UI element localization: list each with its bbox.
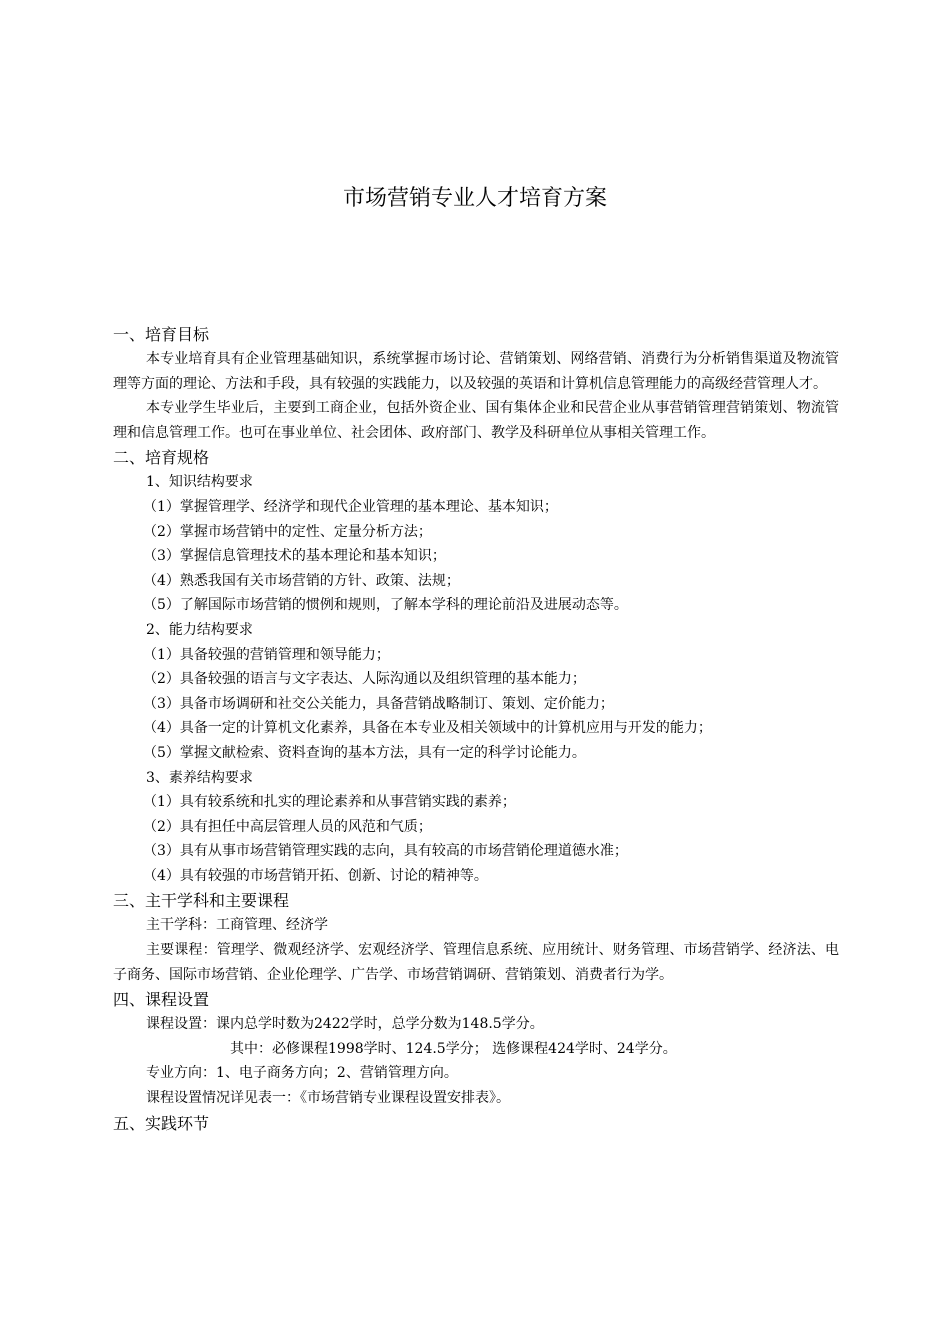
- list-item: （2）具有担任中高层管理人员的风范和气质；: [143, 818, 432, 835]
- course-setting-line: 课程设置情况详见表一：《市场营销专业课程设置安排表》。: [146, 1090, 510, 1107]
- list-item: （3）具备市场调研和社交公关能力，具备营销战略制订、策划、定价能力；: [143, 695, 614, 712]
- subsection-title: 3、素养结构要求: [146, 769, 253, 786]
- list-item: （2）具备较强的语言与文字表达、人际沟通以及组织管理的基本能力；: [143, 671, 586, 688]
- list-item: （3）掌握信息管理技术的基本理论和基本知识；: [143, 548, 446, 565]
- paragraph: 主要课程：管理学、微观经济学、宏观经济学、管理信息系统、应用统计、财务管理、市场营销学、经济法、电子商务、国际市场营销、企业伦理学、广告学、市场营销调研、营销策划、消费者行为学。: [113, 942, 839, 983]
- paragraph: 本专业学生毕业后，主要到工商企业，包括外资企业、国有集体企业和民营企业从事营销管理营销策划、物流管理和信息管理工作。也可在事业单位、社会团体、政府部门、教学及科研单位从事相关管理工作。: [113, 400, 839, 441]
- list-item: （1）具备较强的营销管理和领导能力；: [143, 646, 390, 663]
- course-setting-line: 其中：必修课程1998学时、124.5学分； 选修课程424学时、24学分。: [230, 1040, 677, 1057]
- list-item: （4）熟悉我国有关市场营销的方针、政策、法规；: [143, 572, 460, 589]
- list-item: （5）了解国际市场营销的惯例和规则，了解本学科的理论前沿及进展动态等。: [143, 597, 628, 614]
- course-setting-line: 课程设置：课内总学时数为2422学时，总学分数为148.5学分。: [146, 1016, 544, 1033]
- section-heading-1: 一、培育目标: [113, 325, 210, 344]
- list-item: （4）具有较强的市场营销开拓、创新、讨论的精神等。: [143, 867, 488, 884]
- section-heading-4: 四、课程设置: [113, 990, 210, 1010]
- document-title: 市场营销专业人才培育方案: [342, 186, 607, 211]
- list-item: （5）掌握文献检索、资料查询的基本方法，具有一定的科学讨论能力。: [143, 744, 586, 761]
- list-item: （3）具有从事市场营销管理实践的志向，具有较高的市场营销伦理道德水准；: [143, 843, 628, 860]
- list-item: （2）掌握市场营销中的定性、定量分析方法；: [143, 523, 432, 540]
- subsection-title: 1、知识结构要求: [146, 474, 253, 491]
- course-setting-line: 专业方向：1、电子商务方向；2、营销管理方向。: [146, 1065, 458, 1082]
- list-item: （4）具备一定的计算机文化素养，具备在本专业及相关领域中的计算机应用与开发的能力；: [143, 720, 712, 737]
- section-heading-5: 五、实践环节: [113, 1113, 210, 1133]
- paragraph: 主干学科：工商管理、经济学: [146, 917, 328, 934]
- list-item: （1）具有较系统和扎实的理论素养和从事营销实践的素养；: [143, 794, 516, 811]
- subsection-title: 2、能力结构要求: [146, 621, 253, 638]
- section-heading-3: 三、主干学科和主要课程: [113, 891, 290, 911]
- document-body: [113, 322, 839, 1136]
- section-heading-2: 二、培育规格: [113, 448, 210, 468]
- paragraph: 本专业培育具有企业管理基础知识，系统掌握市场讨论、营销策划、网络营销、消费行为分析销售渠道及物流管理等方面的理论、方法和手段，具有较强的实践能力，以及较强的英语和计算机信息管理能力的高级经营管理人才。: [113, 351, 839, 392]
- list-item: （1）掌握管理学、经济学和现代企业管理的基本理论、基本知识；: [143, 498, 558, 515]
